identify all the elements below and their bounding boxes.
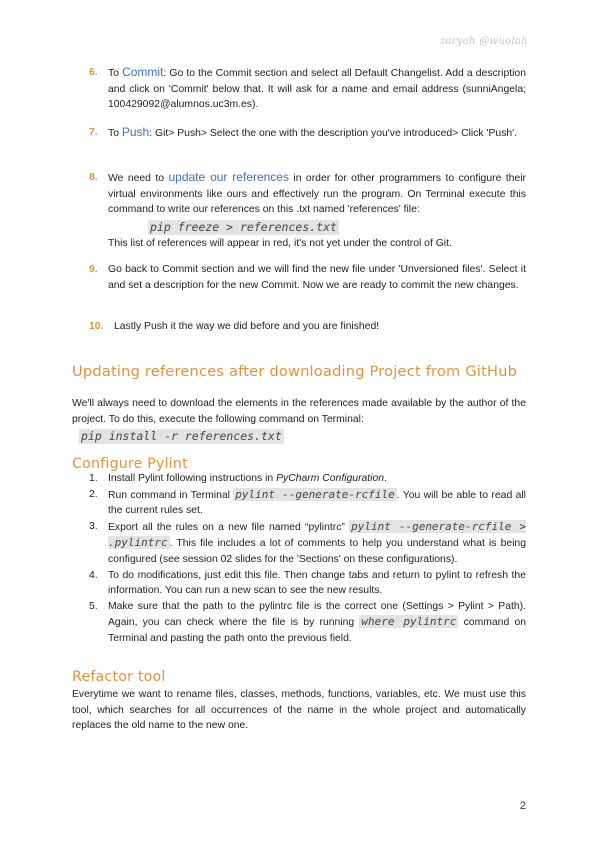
- step-number: 6.: [89, 67, 98, 78]
- list-item: [89, 487, 526, 519]
- list-item: [89, 599, 526, 647]
- list-text: . This file includes a lot of comments to help you understand what is being configured (see session 02 slides for the 'Sections' on these configurations).: [108, 538, 526, 565]
- list-text: To do modifications, just edit this file. Then change tabs and return to pylint to refresh the information. You can run a new scan to see the new results.: [108, 569, 526, 597]
- step-number: 10.: [89, 321, 104, 332]
- step-text: Go back to Commit section and we will find the new file under 'Unversioned files'. Select it and set a description for the new Commit. Now we are ready to commit the new changes.: [108, 264, 526, 291]
- header-signature: zaryah @wuolah: [439, 36, 528, 47]
- pycharm-configuration-ref: PyCharm Configuration: [276, 473, 385, 484]
- step-item-8: [89, 170, 526, 251]
- code-snippet: pip freeze > references.txt: [150, 219, 337, 234]
- pylint-list: [89, 471, 526, 647]
- updating-references-heading: Updating references after downloading Project from GitHub: [72, 363, 518, 380]
- list-text: command on Terminal and pasting the path onto the previous field.: [108, 617, 527, 644]
- list-text: Export all the rules on a new file named “pylintrc”: [108, 521, 350, 533]
- code-snippet: pylint --generate-rcfile > .pylintrc: [108, 519, 527, 550]
- list-item: [89, 471, 526, 487]
- step-text: To: [108, 128, 122, 139]
- step-number: 8.: [89, 172, 98, 183]
- update-references-link[interactable]: update our references: [168, 170, 289, 184]
- configure-pylint-heading: Configure Pylint: [72, 456, 188, 472]
- list-number: 2.: [89, 488, 98, 500]
- list-number: 3.: [89, 520, 98, 532]
- list-text: .: [384, 473, 387, 484]
- refactor-tool-heading: Refactor tool: [72, 669, 166, 685]
- code-snippet: pylint --generate-rcfile: [235, 487, 395, 501]
- list-item: [89, 519, 526, 568]
- step-number: 9.: [89, 264, 98, 275]
- refactor-section: [72, 687, 526, 734]
- updating-body: We'll always need to download the elements in the references made available by the author of the project. To do this, execute the following command on Terminal:: [72, 398, 526, 425]
- step-text: We need to: [108, 173, 169, 184]
- step-text: in order for other programmers to configure their virtual environments like ours and effectively run the program. On Terminal execute this command to write our references on this .txt named 'references' file:: [108, 173, 526, 216]
- list-text: Run command in Terminal: [108, 489, 234, 501]
- step-item-6: [89, 65, 526, 113]
- list-text: Install Pylint following instructions in: [108, 473, 277, 484]
- push-link[interactable]: Push: [121, 125, 150, 139]
- step-item-10: [89, 319, 526, 335]
- list-number: 5.: [89, 600, 98, 612]
- list-item: [89, 568, 526, 599]
- refactor-body: Everytime we want to rename files, classes, methods, functions, variables, etc. We must use this tool, which searches for all occurrences of the name in the whole project and automatically replaces the old name to the new one.: [72, 689, 526, 732]
- list-number: 4.: [89, 569, 98, 581]
- step-text: Lastly Push it the way we did before and you are finished!: [114, 321, 380, 332]
- step-item-7: [89, 125, 526, 142]
- code-snippet: where pylintrc: [361, 615, 457, 629]
- updating-section: [72, 396, 526, 445]
- commit-link[interactable]: Commit: [122, 65, 164, 79]
- list-text: Make sure that the path to the pylintrc file is the correct one (Settings > Pylint > Path). Again, you can check where the file is by running: [108, 600, 526, 629]
- step-text: : Go to the Commit section and select all Default Changelist. Add a description and click on 'Commit' below that. It will ask for a name and email address (sunniAngela; 100429092@alumnos.uc3m.es).: [108, 68, 526, 111]
- step-item-9: [89, 262, 526, 293]
- list-number: 1.: [89, 473, 98, 484]
- step-text: : Git> Push> Select the one with the description you've introduced> Click 'Push'.: [149, 128, 518, 139]
- step-text: To: [108, 68, 123, 79]
- step-note: This list of references will appear in red, it's not yet under the control of Git.: [108, 237, 452, 249]
- step-number: 7.: [89, 127, 98, 138]
- page-number: 2: [519, 800, 526, 812]
- code-snippet: pip install -r references.txt: [81, 429, 282, 444]
- list-text: . You will be able to read all the current rules set.: [108, 489, 526, 517]
